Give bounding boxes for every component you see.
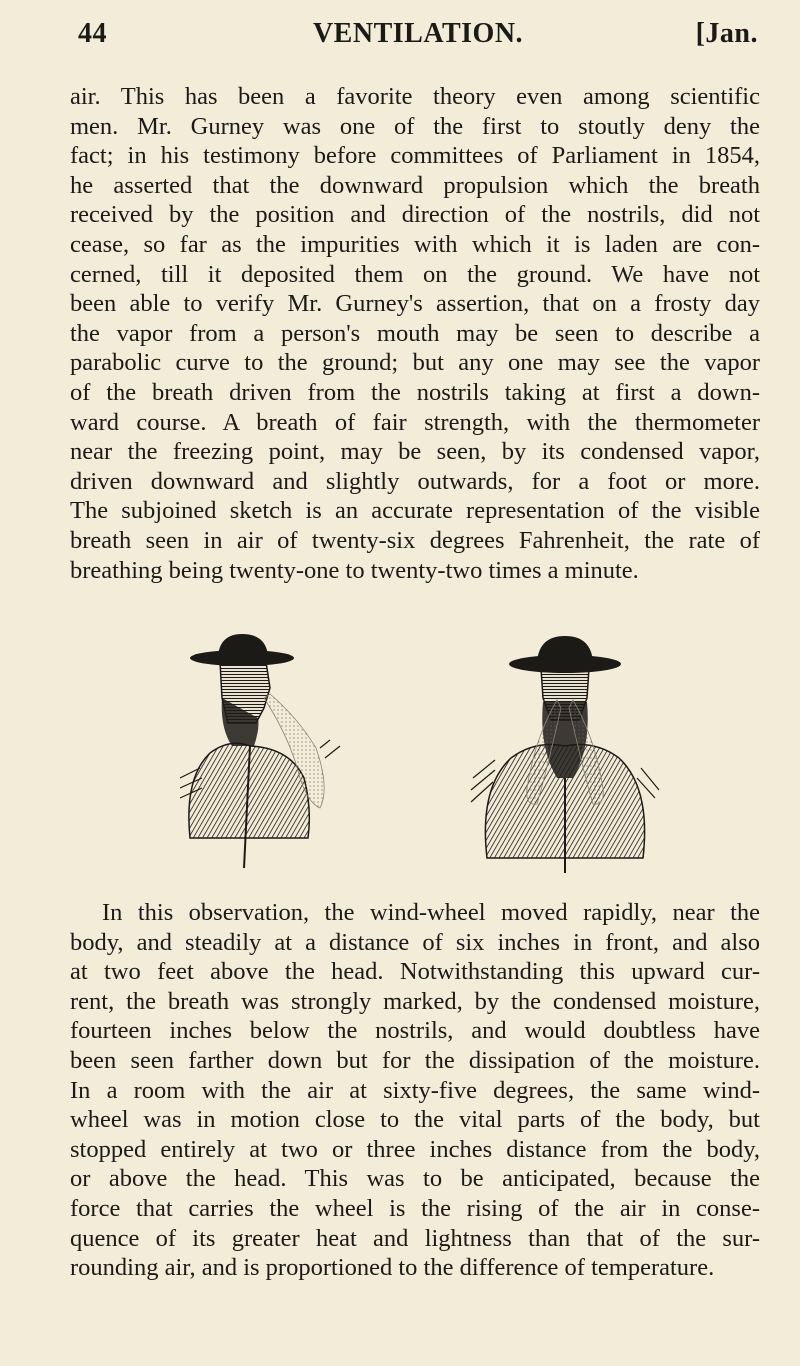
running-title: VENTILATION. (312, 18, 524, 49)
text-line: near the freezing point, may be seen, by its condensed vapor, (70, 438, 760, 466)
text-line: stopped entirely at two or three inches distance from the body, (70, 1135, 760, 1163)
text-line: In this observation, the wind-wheel moved rapidly, near the (102, 899, 760, 926)
text-line: The subjoined sketch is an accurate representation of the visible (70, 497, 760, 525)
text-line: force that carries the wheel is the rising of the air in conse- (70, 1194, 760, 1222)
text-line: fact; in his testimony before committees of Parliament in 1854, (70, 142, 760, 170)
illustration-frontal-breath (465, 628, 665, 878)
text-line: at two feet above the head. Notwithstanding this upward cur- (70, 958, 760, 986)
hat-crown (537, 636, 593, 662)
text-line: been seen farther down but for the dissipation of the moisture. (70, 1046, 760, 1074)
text-line: fourteen inches below the nostrils, and would doubtless have (70, 1017, 760, 1045)
text-line: men. Mr. Gurney was one of the first to stoutly deny the (70, 112, 760, 140)
paragraph-1 (70, 82, 760, 585)
text-line: air. This has been a favorite theory even among scientific (70, 83, 760, 110)
illustration-profile-breath (180, 628, 380, 878)
text-line: body, and steadily at a distance of six inches in front, and also (70, 928, 760, 956)
text-line: or above the head. This was to be anticipated, because the (70, 1165, 760, 1193)
text-line: wheel was in motion close to the vital parts of the body, but (70, 1106, 760, 1134)
text-line: received by the position and direction of the nostrils, did not (70, 201, 760, 229)
text-line: quence of its greater heat and lightness than that of the sur- (70, 1224, 760, 1252)
text-line: breath seen in air of twenty-six degrees Fahrenheit, the rate of (70, 526, 760, 554)
page-number: 44 (78, 18, 107, 49)
text-line: driven downward and slightly outwards, for a foot or more. (70, 467, 760, 495)
hat-crown (218, 634, 268, 656)
text-line: breathing being twenty-one to twenty-two times a minute. (70, 556, 639, 584)
text-line: he asserted that the downward propulsion which the breath (70, 171, 760, 199)
text-line: the vapor from a person's mouth may be seen to describe a (70, 319, 760, 347)
paragraph-2 (70, 898, 760, 1283)
text-line: rounding air, and is proportioned to the difference of temperature. (70, 1254, 715, 1282)
text-line: cerned, till it deposited them on the ground. We have not (70, 260, 760, 288)
text-line: ward course. A breath of fair strength, with the thermometer (70, 408, 760, 436)
running-header (78, 18, 758, 58)
text-line: been able to verify Mr. Gurney's assertion, that on a frosty day (70, 290, 760, 318)
text-line: In a room with the air at sixty-five degrees, the same wind- (70, 1076, 760, 1104)
text-line: parabolic curve to the ground; but any one may see the vapor (70, 349, 760, 377)
text-line: of the breath driven from the nostrils taking at first a down- (70, 378, 760, 406)
running-date: [Jan. (695, 18, 758, 49)
text-line: cease, so far as the impurities with which it is laden are con- (70, 230, 760, 258)
text-line: rent, the breath was strongly marked, by the condensed moisture, (70, 987, 760, 1015)
